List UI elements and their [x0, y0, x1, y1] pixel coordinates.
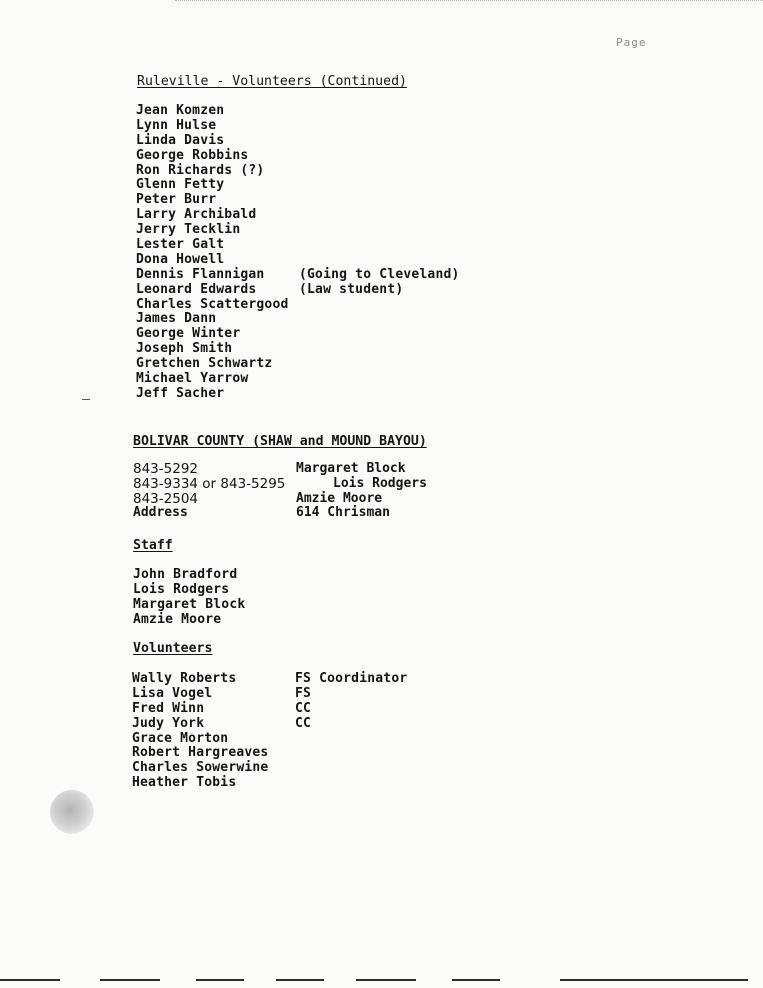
volunteers-heading: Volunteers [133, 641, 213, 656]
bottom-rule [452, 979, 500, 981]
bottom-rule [276, 979, 324, 981]
contact-phone: 843-9334 or 843-5295 [133, 475, 286, 492]
list-item [136, 119, 289, 134]
contact-row [133, 462, 493, 477]
volunteer-name: Michael Yarrow [136, 371, 249, 387]
volunteer-name: Fred Winn [132, 700, 205, 716]
page-mark: Page [616, 36, 647, 49]
volunteer-name: Lynn Hulse [136, 117, 217, 133]
bottom-rule [100, 979, 160, 981]
volunteer-name: Lisa Vogel [132, 685, 213, 701]
ruleville-volunteer-list [136, 103, 460, 402]
list-item [136, 104, 289, 119]
ruleville-heading: Ruleville - Volunteers (Continued) [137, 74, 407, 89]
volunteer-name: Larry Archibald [136, 207, 257, 223]
volunteer-name: George Robbins [136, 147, 249, 163]
list-item [132, 685, 312, 702]
list-item [132, 776, 268, 791]
contact-name: Amzie Moore [296, 490, 383, 506]
list-item [132, 715, 312, 732]
volunteer-name: James Dann [136, 311, 217, 327]
contact-row [133, 477, 493, 492]
list-item [136, 223, 289, 238]
staff-list [133, 568, 245, 628]
volunteer-name: Dennis Flannigan [136, 266, 265, 282]
list-item [136, 387, 289, 402]
volunteers-list [132, 671, 408, 791]
volunteer-name: George Winter [136, 326, 241, 342]
volunteer-name: Robert Hargreaves [132, 745, 269, 761]
volunteer-role: FS Coordinator [295, 671, 408, 686]
bolivar-county-heading: BOLIVAR COUNTY (SHAW and MOUND BAYOU) [133, 434, 427, 449]
list-item [136, 178, 289, 193]
volunteer-name: Ron Richards (?) [136, 162, 265, 178]
list-item [136, 193, 289, 208]
list-item [132, 732, 268, 747]
volunteer-name: Linda Davis [136, 132, 225, 148]
list-item: John Bradford [133, 567, 238, 582]
list-item [136, 134, 289, 149]
volunteer-name: Lester Galt [136, 237, 225, 253]
bottom-rule [196, 979, 244, 981]
list-item: Lois Rodgers [133, 581, 230, 597]
top-dotted-border [175, 0, 763, 1]
volunteer-name: Charles Sowerwine [132, 760, 269, 776]
bottom-rule [356, 979, 416, 981]
list-item: Amzie Moore [133, 611, 222, 627]
volunteer-name: Charles Scattergood [136, 296, 289, 312]
list-item [136, 266, 460, 283]
list-item [136, 342, 289, 357]
list-item [136, 238, 289, 253]
list-item [132, 671, 408, 687]
volunteer-name: Glenn Fetty [136, 177, 225, 193]
volunteer-note: (Law student) [299, 281, 404, 297]
list-item [136, 298, 289, 313]
contact-row [133, 492, 493, 507]
volunteer-role: CC [295, 700, 312, 716]
margin-mark [82, 399, 90, 400]
list-item [136, 208, 289, 223]
bottom-rule [560, 979, 748, 981]
volunteer-name: Heather Tobis [132, 775, 237, 791]
contact-phone: 843-5292 [133, 461, 198, 477]
bolivar-contact-list [133, 462, 493, 521]
list-item [136, 253, 289, 268]
list-item [132, 761, 268, 776]
list-item [136, 149, 289, 164]
volunteer-name: Jeff Sacher [136, 385, 225, 401]
list-item [136, 372, 289, 387]
contact-name: Lois Rodgers [333, 475, 427, 491]
volunteer-note: (Going to Cleveland) [299, 266, 460, 282]
address-value: 614 Chrisman [296, 505, 390, 521]
contact-phone: 843-2504 [133, 490, 198, 507]
volunteer-name: Judy York [132, 715, 205, 731]
volunteer-name: Joseph Smith [136, 341, 233, 357]
contact-name: Margaret Block [296, 461, 406, 476]
volunteer-name: Jerry Tecklin [136, 222, 241, 238]
list-item [132, 746, 268, 761]
volunteer-name: Grace Morton [132, 730, 229, 746]
volunteer-role: CC [295, 715, 312, 731]
list-item [136, 327, 289, 342]
staff-heading: Staff [133, 538, 173, 553]
address-label: Address [133, 505, 188, 521]
list-item [136, 312, 289, 327]
volunteer-role: FS [295, 685, 312, 701]
volunteer-name: Gretchen Schwartz [136, 356, 273, 372]
scan-blot [50, 790, 94, 834]
list-item [136, 164, 289, 179]
volunteer-name: Leonard Edwards [136, 281, 257, 297]
list-item [136, 357, 289, 372]
list-item [136, 281, 404, 298]
volunteer-name: Wally Roberts [132, 671, 237, 686]
list-item [132, 700, 312, 717]
volunteer-name: Jean Komzen [136, 103, 225, 118]
list-item: Margaret Block [133, 596, 246, 612]
bottom-rule [0, 979, 60, 981]
contact-row [133, 506, 493, 521]
volunteer-name: Peter Burr [136, 192, 217, 208]
volunteer-name: Dona Howell [136, 251, 225, 267]
